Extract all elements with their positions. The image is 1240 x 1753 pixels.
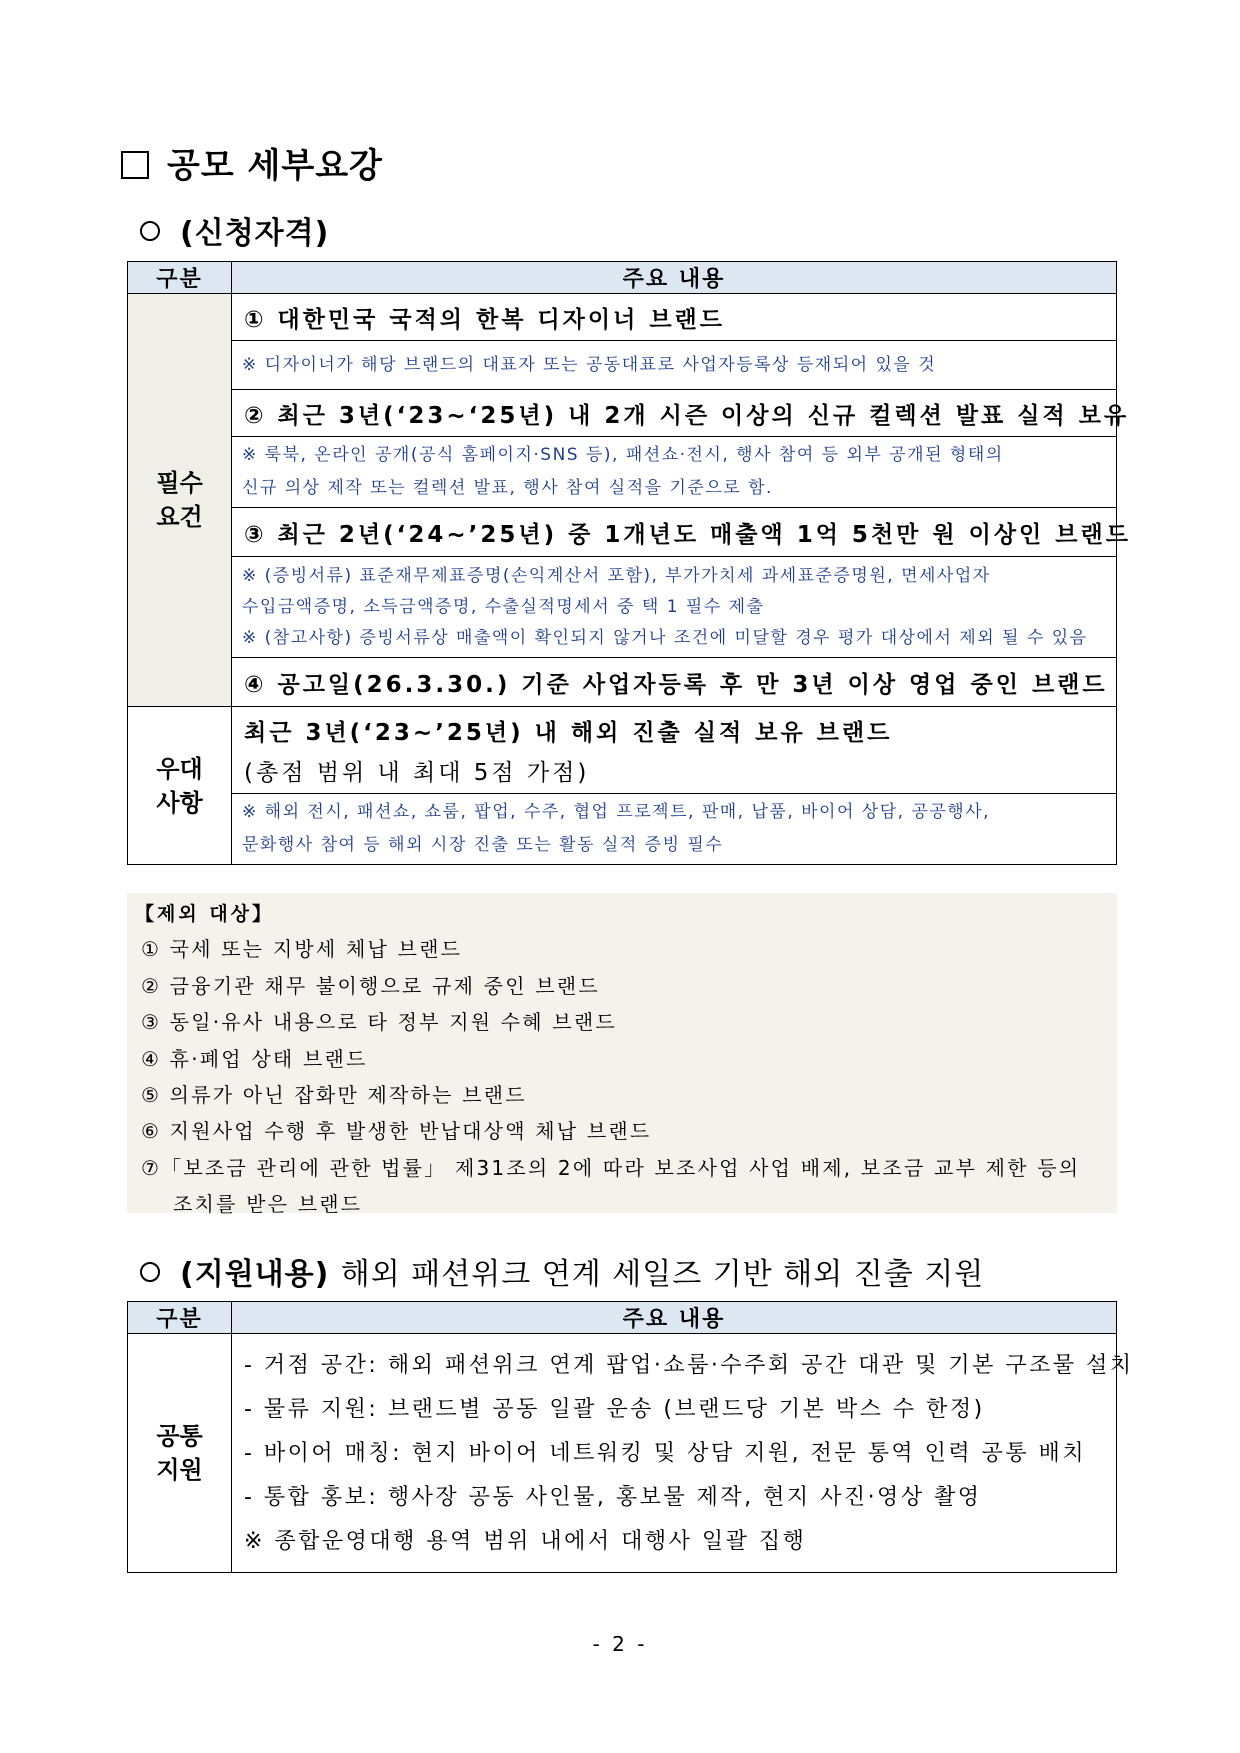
column-header: 주요 내용 xyxy=(232,1302,1117,1334)
page-number: - 2 - xyxy=(592,1632,648,1656)
support-subtitle: 해외 패션위크 연계 세일즈 기반 해외 진출 지원 xyxy=(340,1257,985,1292)
support-label: 공통 지원 xyxy=(128,1334,232,1573)
preferred-item xyxy=(232,707,1117,794)
list-item: ① 국세 또는 지방세 체납 브랜드 xyxy=(141,937,463,961)
eligibility-title: (신청자격) xyxy=(180,216,330,251)
column-header: 구분 xyxy=(128,1302,232,1334)
circle-bullet-icon xyxy=(140,221,160,241)
list-item: ※ 종합운영대행 용역 범위 내에서 대행사 일괄 집행 xyxy=(244,1529,807,1554)
exclusions-title: 【제외 대상】 xyxy=(135,903,275,925)
list-item: ④ 휴·폐업 상태 브랜드 xyxy=(141,1047,368,1071)
list-item: - 거점 공간: 해외 패션위크 연계 팝업·쇼룸·수주회 공간 대관 및 기본 구조물 설치 xyxy=(244,1353,1134,1378)
page-title: 공모 세부요강 xyxy=(167,146,383,186)
list-item: - 통합 홍보: 행사장 공동 사인물, 홍보물 제작, 현지 사진·영상 촬영 xyxy=(244,1485,982,1510)
eligibility-table xyxy=(127,261,1131,865)
required-item-2: ② 최근 3년(‘23~‘25년) 내 2개 시즌 이상의 신규 컬렉션 발표 실적 보유 xyxy=(232,390,1117,437)
required-item-4: ④ 공고일(26.3.30.) 기준 사업자등록 후 만 3년 이상 영업 중인 브랜드 xyxy=(232,658,1117,707)
preferred-note: ※ 해외 전시, 패션쇼, 쇼룸, 팝업, 수주, 협업 프로젝트, 판매, 납품, 바이어 상담, 공공행사, 문화행사 참여 등 해외 시장 진출 또는 활동 실적 증빙 필수 xyxy=(232,794,1117,865)
table-header-row xyxy=(128,262,1117,294)
support-table xyxy=(127,1301,1134,1573)
support-content xyxy=(232,1334,1134,1573)
list-item: ③ 동일·유사 내용으로 타 정부 지원 수혜 브랜드 xyxy=(141,1010,617,1034)
column-header: 구분 xyxy=(128,262,232,294)
preferred-label: 우대 사항 xyxy=(128,707,232,865)
required-item-3-note: ※ (증빙서류) 표준재무제표증명(손익계산서 포함), 부가가치세 과세표준증명원, 면세사업자 수입금액증명, 소득금액증명, 수출실적명세서 중 택 1 필수 제출 ※ (참고사항) 증빙서류상 매출액이 확인되지 않거나 조건에 미달할 경우 평가 대상에서 제외 될 수 있음 xyxy=(232,557,1117,658)
eligibility-heading xyxy=(140,208,329,252)
support-heading xyxy=(140,1249,984,1293)
required-item-1: ① 대한민국 국적의 한복 디자이너 브랜드 xyxy=(232,294,1117,341)
preferred-subtitle: (총점 범위 내 최대 5점 가점) xyxy=(244,760,590,786)
exclusions-box xyxy=(127,893,1117,1216)
list-item: ⑦「보조금 관리에 관한 법률」 제31조의 2에 따라 보조사업 사업 배제, 보조금 교부 제한 등의 xyxy=(141,1156,1081,1180)
required-item-1-note: ※ 디자이너가 해당 브랜드의 대표자 또는 공동대표로 사업자등록상 등재되어 있을 것 xyxy=(232,341,1117,390)
circle-bullet-icon xyxy=(140,1262,160,1282)
checkbox-square-icon xyxy=(121,151,149,179)
list-item: ⑤ 의류가 아닌 잡화만 제작하는 브랜드 xyxy=(141,1083,527,1107)
list-item: ② 금융기관 채무 불이행으로 규제 중인 브랜드 xyxy=(141,974,600,998)
column-header: 주요 내용 xyxy=(232,262,1117,294)
support-title: (지원내용) xyxy=(180,1257,330,1292)
list-item: ⑥ 지원사업 수행 후 발생한 반납대상액 체납 브랜드 xyxy=(141,1119,652,1143)
page-heading xyxy=(121,138,383,187)
table-header-row xyxy=(128,1302,1117,1334)
preferred-title: 최근 3년(‘23~’25년) 내 해외 진출 실적 보유 브랜드 xyxy=(244,720,893,746)
required-item-3: ③ 최근 2년(‘24~’25년) 중 1개년도 매출액 1억 5천만 원 이상인 브랜드 xyxy=(232,508,1117,557)
list-item: - 물류 지원: 브랜드별 공동 일괄 운송 (브랜드당 기본 박스 수 한정) xyxy=(244,1397,985,1422)
list-item-continuation: 조치를 받은 브랜드 xyxy=(173,1192,363,1216)
list-item: - 바이어 매칭: 현지 바이어 네트워킹 및 상담 지원, 전문 통역 인력 공통 배치 xyxy=(244,1441,1087,1466)
required-item-2-note: ※ 룩북, 온라인 공개(공식 홈페이지·SNS 등), 패션쇼·전시, 행사 참여 등 외부 공개된 형태의 신규 의상 제작 또는 컬렉션 발표, 행사 참여 실적을 기준으로 함. xyxy=(232,437,1117,508)
required-label: 필수 요건 xyxy=(128,294,232,707)
